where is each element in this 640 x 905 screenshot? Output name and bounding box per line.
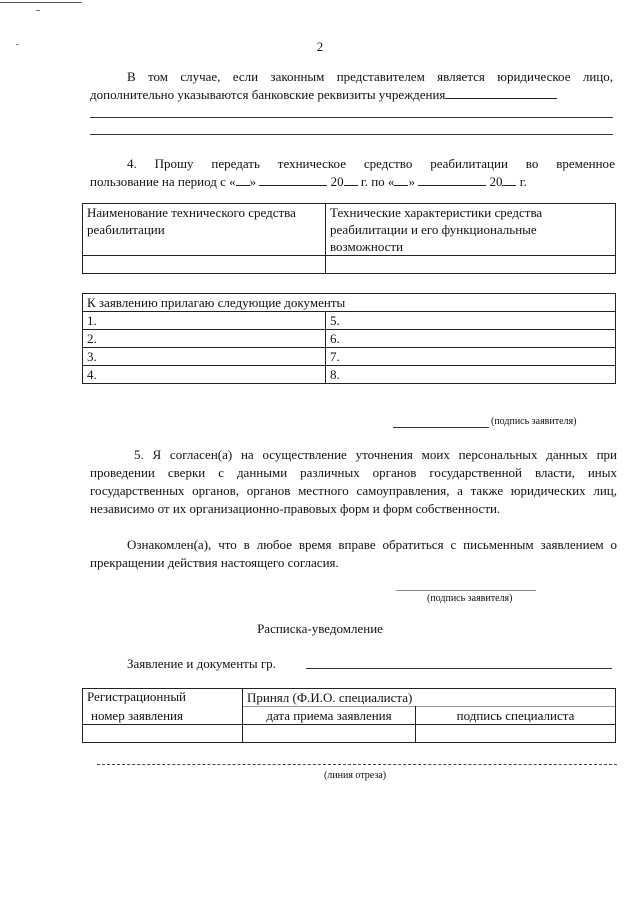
scan-artifact-dot	[16, 44, 19, 45]
acceptance-date-label: дата приема заявления	[243, 707, 416, 725]
tsr-characteristics-header: Технические характеристики средства реабилитации и его функциональные возможности	[326, 204, 616, 256]
document-item-2[interactable]: 2.	[83, 330, 326, 348]
tsr-characteristics-cell[interactable]	[326, 256, 616, 274]
document-item-1[interactable]: 1.	[83, 312, 326, 330]
accepted-by-header: Принял (Ф.И.О. специалиста)	[243, 689, 616, 707]
receipt-line-label: Заявление и документы гр.	[127, 656, 276, 671]
bank-details-field[interactable]	[445, 86, 557, 99]
document-item-3[interactable]: 3.	[83, 348, 326, 366]
applicant-signature-label-1: (подпись заявителя)	[491, 416, 577, 427]
legal-entity-paragraph	[90, 68, 613, 104]
documents-table	[82, 293, 616, 384]
tsr-name-cell[interactable]	[83, 256, 326, 274]
document-item-8[interactable]: 8.	[326, 366, 616, 384]
section4-period: пользование на период с « » 20 г. по « » 20 г.	[90, 174, 527, 189]
applicant-signature-line-2[interactable]	[396, 590, 536, 591]
end-year-field[interactable]	[502, 173, 516, 186]
acceptance-date-cell[interactable]	[243, 725, 416, 743]
end-day-field[interactable]	[394, 173, 408, 186]
specialist-signature-cell[interactable]	[416, 725, 616, 743]
cut-line-label: (линия отреза)	[323, 770, 387, 781]
page-number: 2	[316, 39, 324, 54]
document-item-4[interactable]: 4.	[83, 366, 326, 384]
specialist-signature-label: подпись специалиста	[416, 707, 616, 725]
section4-line1: 4. Прошу передать техническое средство реабилитации во временное	[127, 156, 615, 171]
applicant-signature-label-2: (подпись заявителя)	[427, 593, 513, 604]
legal-entity-text: В том случае, если законным представителем является юридическое лицо, дополнительно указываются банковские реквизиты учреждения	[90, 69, 613, 102]
applicant-name-field[interactable]	[306, 668, 612, 669]
start-month-field[interactable]	[259, 173, 327, 186]
reg-number-header-line2: номер заявления	[83, 707, 243, 725]
bank-details-line-2[interactable]	[90, 134, 613, 135]
receipt-title: Расписка-уведомление	[257, 621, 383, 636]
start-year-field[interactable]	[344, 173, 358, 186]
document-item-7[interactable]: 7.	[326, 348, 616, 366]
applicant-signature-line-1[interactable]	[393, 427, 489, 428]
tsr-name-header: Наименование технического средства реабилитации	[83, 204, 326, 256]
document-item-6[interactable]: 6.	[326, 330, 616, 348]
scan-artifact-line	[0, 2, 82, 3]
cut-line	[97, 764, 617, 765]
section5-acknowledgement: Ознакомлен(а), что в любое время вправе обратиться с письменным заявлением о прекращении действия настоящего согласия.	[90, 537, 617, 570]
tsr-table	[82, 203, 616, 274]
reg-number-cell[interactable]	[83, 725, 243, 743]
bank-details-line-1[interactable]	[90, 117, 613, 118]
scan-artifact-dot	[36, 10, 40, 11]
reg-number-header-line1: Регистрационный	[83, 689, 243, 707]
receipt-table	[82, 688, 616, 743]
documents-header: К заявлению прилагаю следующие документы	[83, 294, 616, 312]
end-month-field[interactable]	[418, 173, 486, 186]
document-item-5[interactable]: 5.	[326, 312, 616, 330]
start-day-field[interactable]	[236, 173, 250, 186]
section5-consent: 5. Я согласен(а) на осуществление уточнения моих персональных данных при проведении сверки с данными различных органов государственной власти, иных государственных органов, органов местного самоуправления, а также юридических лиц, независимо от их организационно-правовых форм и форм собственности.	[90, 447, 617, 516]
